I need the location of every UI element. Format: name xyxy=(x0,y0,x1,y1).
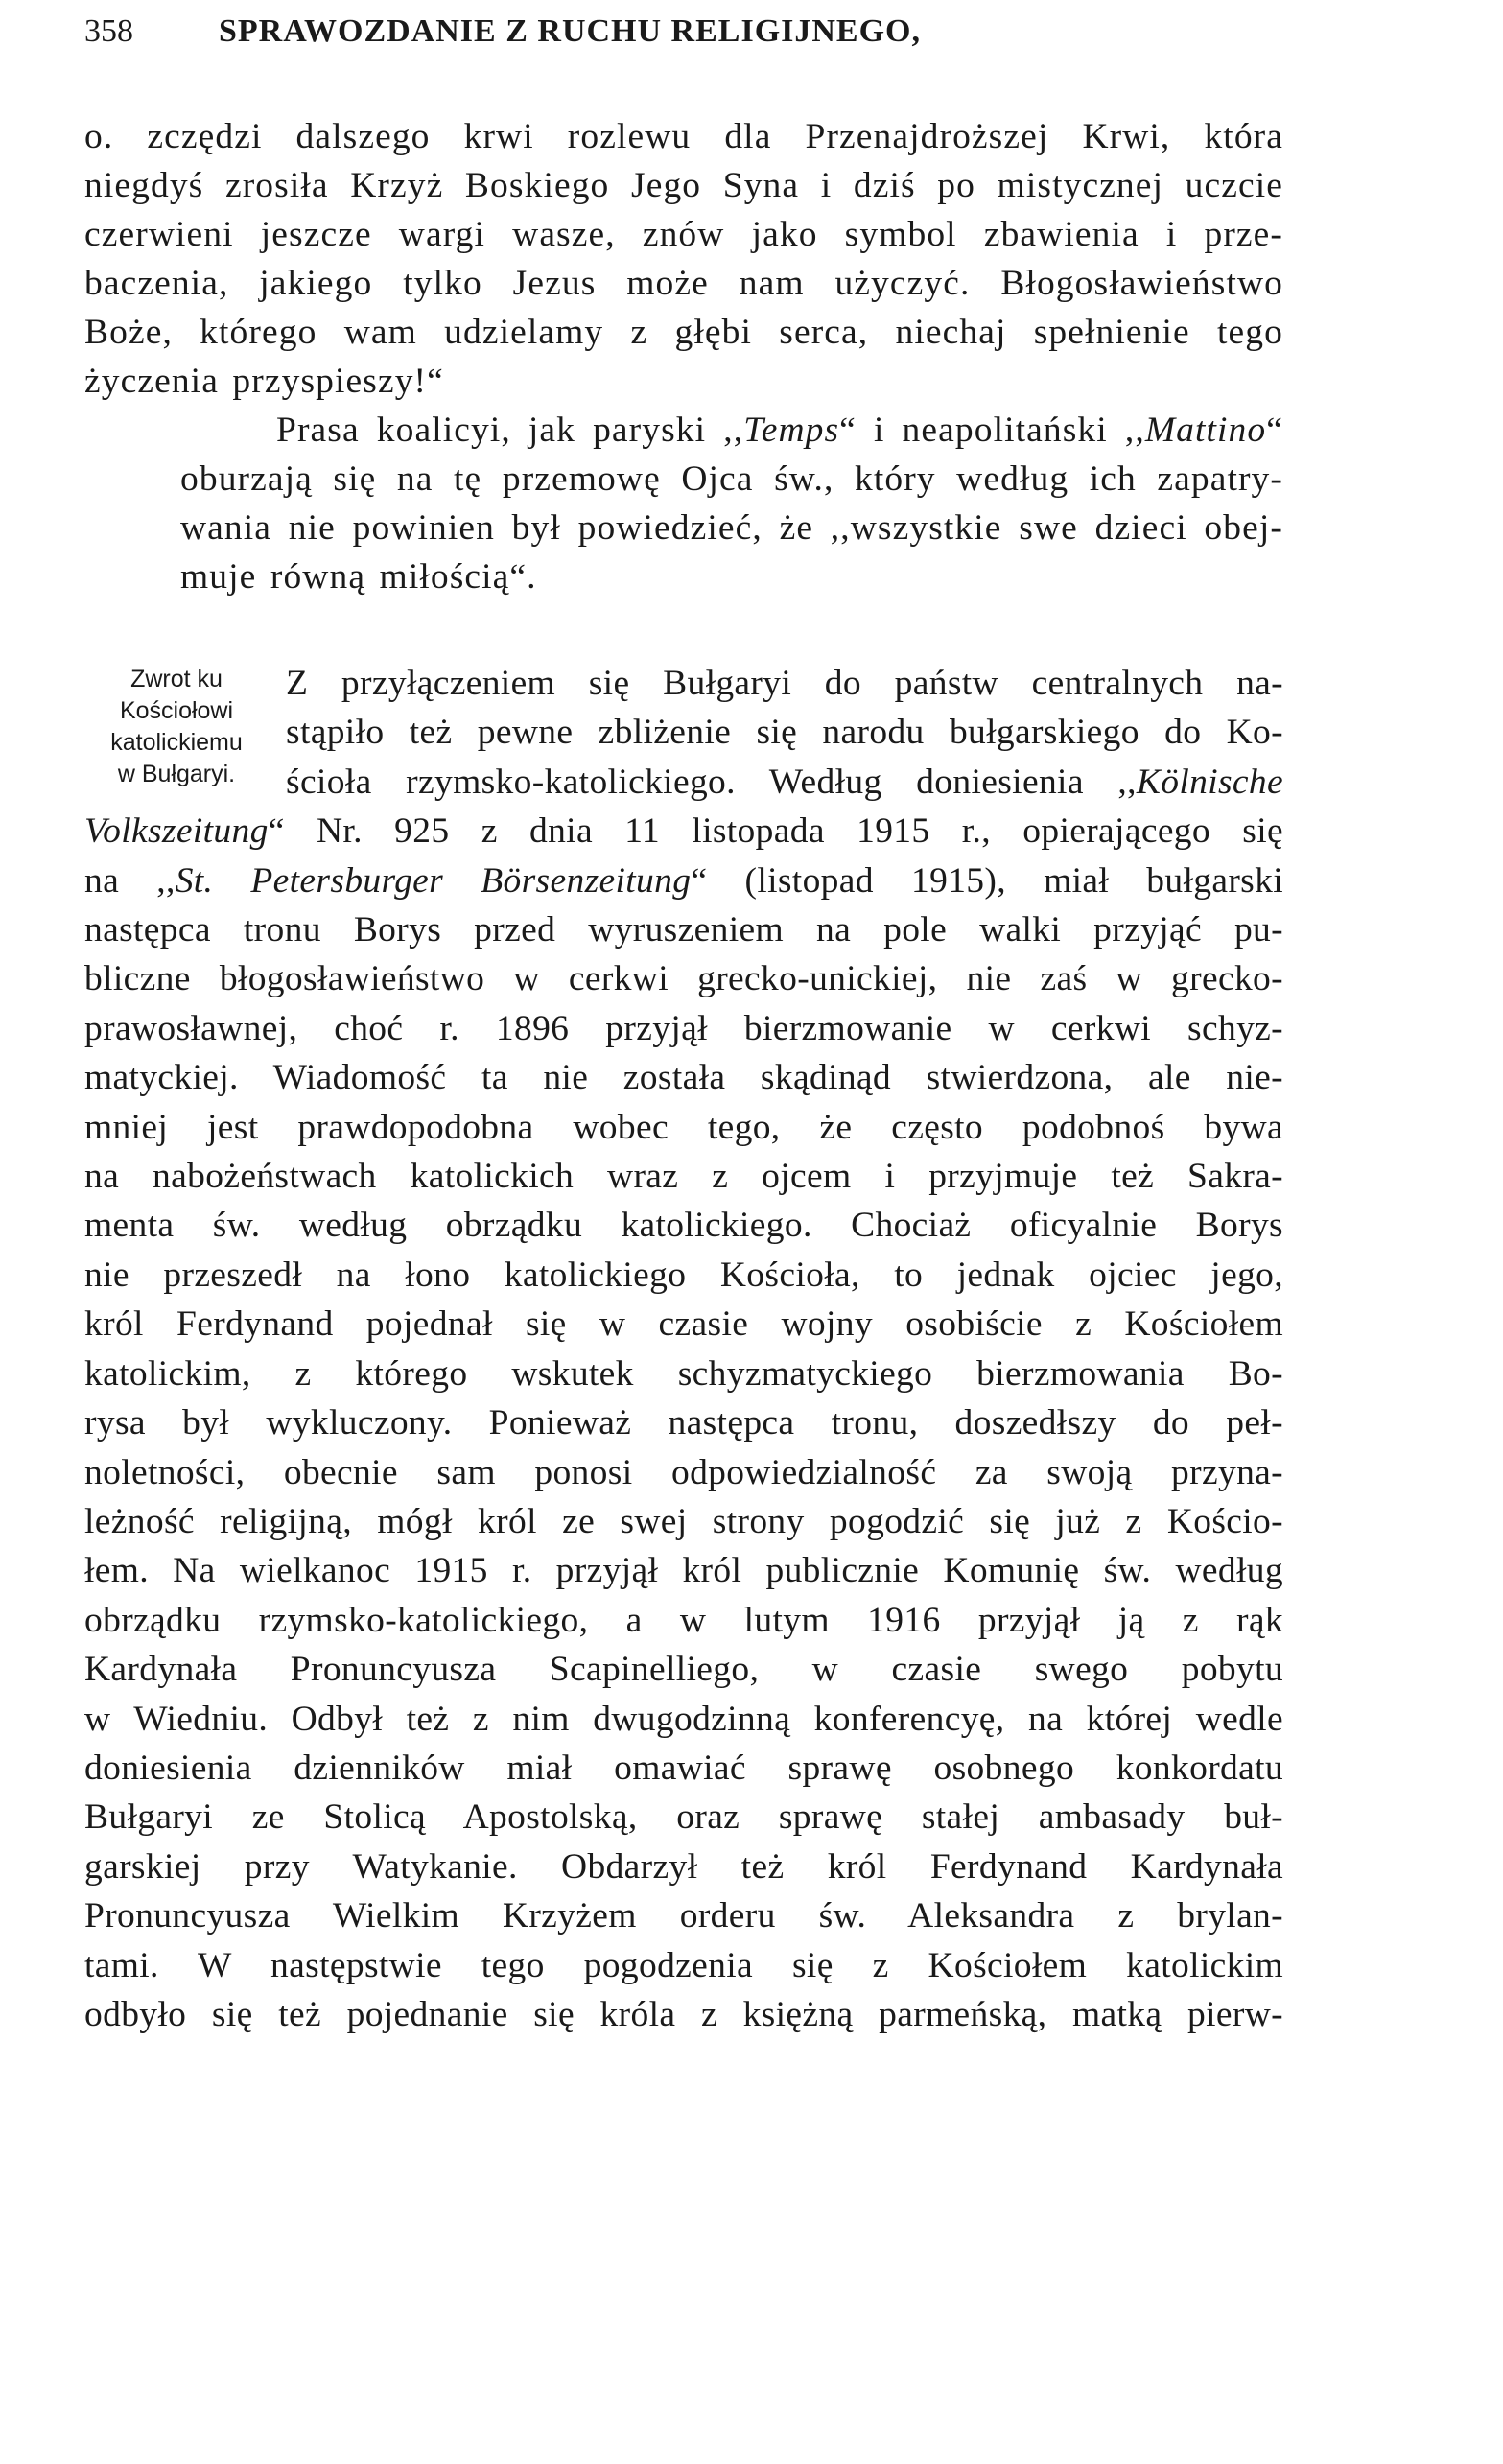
text-line: na ,,St. Petersburger Börsenzeitung“ (listopad 1915), miał bułgarski xyxy=(84,860,1283,901)
text-line: następca tronu Borys przed wyruszeniem na pole walki przyjąć pu- xyxy=(84,910,1283,950)
text-line: katolickim, z którego wskutek schyzmatyckiego bierzmowania Bo- xyxy=(84,1353,1283,1394)
text-line: na nabożeństwach katolickich wraz z ojcem i przyjmuje też Sakra- xyxy=(84,1157,1283,1197)
page-number: 358 xyxy=(84,13,133,49)
text-line: bliczne błogosławieństwo w cerkwi grecko-unickiej, nie zaś w grecko- xyxy=(84,959,1283,999)
text-line: Boże, którego wam udzielamy z głębi serca, niechaj spełnienie tego xyxy=(84,313,1283,352)
text-line: obrządku rzymsko-katolickiego, a w lutym 1916 przyjął ją z rąk xyxy=(84,1600,1283,1640)
text-line: nie przeszedł na łono katolickiego Kościoła, to jednak ojciec jego, xyxy=(84,1255,1283,1295)
text-line: noletności, obecnie sam ponosi odpowiedzialność za swoją przyna- xyxy=(84,1452,1283,1492)
text-line: o. zczędzi dalszego krwi rozlewu dla Przenajdroższej Krwi, która xyxy=(84,117,1283,156)
running-head xyxy=(84,13,1331,71)
paragraph-3 xyxy=(84,659,1283,2039)
margin-note-line: Kościołowi xyxy=(119,697,234,724)
paragraph-1 xyxy=(84,112,1283,406)
text-line: stąpiło też pewne zbliżenie się narodu bułgarskiego do Ko- xyxy=(286,713,1283,753)
text-line: wania nie powinien był powiedzieć, że ,,wszystkie swe dzieci obej- xyxy=(180,508,1283,548)
text-line: rysa był wykluczony. Ponieważ następca tronu, doszedłszy do peł- xyxy=(84,1403,1283,1443)
text-line: prawosławnej, choć r. 1896 przyjął bierzmowanie w cerkwi schyz- xyxy=(84,1008,1283,1048)
text-line: Prasa koalicyi, jak paryski ,,Temps“ i neapolitański ,,Mattino“ xyxy=(276,411,1284,450)
text-line: Kardynała Pronuncyusza Scapinelliego, w czasie swego pobytu xyxy=(84,1650,1283,1690)
text-line: matyckiej. Wiadomość ta nie została skądinąd stwierdzona, ale nie- xyxy=(84,1058,1283,1098)
text-line: Pronuncyusza Wielkim Krzyżem orderu św. Aleksandra z brylan- xyxy=(84,1896,1283,1936)
text-line: czerwieni jeszcze wargi wasze, znów jako symbol zbawienia i prze- xyxy=(84,215,1283,254)
text-line: mniej jest prawdopodobna wobec tego, że często podobnoś bywa xyxy=(84,1107,1283,1147)
margin-note-line: katolickiemu xyxy=(110,729,243,756)
text-line: niegdyś zrosiła Krzyż Boskiego Jego Syna i dziś po mistycznej uczcie xyxy=(84,166,1283,205)
text-line: łem. Na wielkanoc 1915 r. przyjął król publicznie Komunię św. według xyxy=(84,1551,1283,1591)
text-line: tami. W następstwie tego pogodzenia się z Kościołem katolickim xyxy=(84,1945,1283,1985)
text-line: leżność religijną, mógł król ze swej strony pogodzić się już z Kościo- xyxy=(84,1501,1283,1541)
text-line: życzenia przyspieszy!“ xyxy=(84,362,444,401)
paragraph-2 xyxy=(84,406,1283,601)
text-line: król Ferdynand pojednał się w czasie wojny osobiście z Kościołem xyxy=(84,1304,1283,1345)
text-line: oburzają się na tę przemowę Ojca św., który według ich zapatry- xyxy=(180,459,1283,499)
margin-note-line: w Bułgaryi. xyxy=(117,761,236,787)
text-line: baczenia, jakiego tylko Jezus może nam użyczyć. Błogosławieństwo xyxy=(84,264,1283,303)
text-line: Bułgaryi ze Stolicą Apostolską, oraz sprawę stałej ambasady buł- xyxy=(84,1797,1283,1838)
text-line: odbyło się też pojednanie się króla z księżną parmeńską, matką pierw- xyxy=(84,1994,1283,2034)
running-title: SPRAWOZDANIE Z RUCHU RELIGIJNEGO, xyxy=(219,13,921,49)
text-line: Volkszeitung“ Nr. 925 z dnia 11 listopada 1915 r., opierającego się xyxy=(84,811,1283,852)
text-line: menta św. według obrządku katolickiego. Chociaż oficyalnie Borys xyxy=(84,1206,1283,1246)
text-line: doniesienia dzienników miał omawiać sprawę osobnego konkordatu xyxy=(84,1748,1283,1788)
text-line: garskiej przy Watykanie. Obdarzył też król Ferdynand Kardynała xyxy=(84,1846,1283,1887)
margin-note-line: Zwrot ku xyxy=(130,666,223,692)
text-line: muje równą miłością“. xyxy=(180,557,537,597)
text-line: ścioła rzymsko-katolickiego. Według doniesienia ,,Kölnische xyxy=(286,762,1283,802)
text-line: Z przyłączeniem się Bułgaryi do państw centralnych na- xyxy=(286,664,1283,703)
text-line: w Wiedniu. Odbył też z nim dwugodzinną konferencyę, na której wedle xyxy=(84,1699,1283,1739)
